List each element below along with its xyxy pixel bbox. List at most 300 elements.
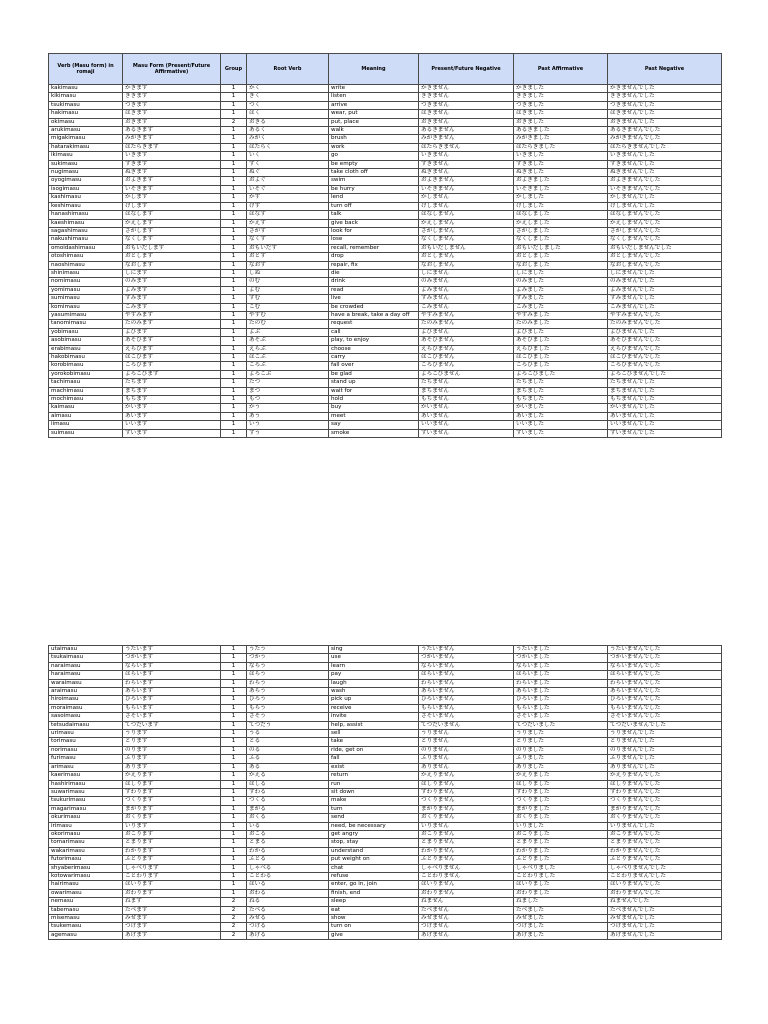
cell-group: 1 bbox=[221, 370, 247, 378]
cell-romaji: magarimasu bbox=[49, 805, 123, 813]
cell-root-verb: およぐ bbox=[247, 177, 329, 185]
cell-masu-form: すわります bbox=[123, 788, 221, 796]
cell-masu-form: はしります bbox=[123, 780, 221, 788]
table-row bbox=[49, 303, 722, 311]
cell-root-verb: のる bbox=[247, 746, 329, 754]
cell-meaning: repair, fix bbox=[329, 261, 419, 269]
cell-romaji: kaimasu bbox=[49, 404, 123, 412]
cell-past-negative: すわりませんでした bbox=[608, 788, 722, 796]
cell-romaji: omoidashimasu bbox=[49, 244, 123, 252]
cell-meaning: ride, get on bbox=[329, 746, 419, 754]
cell-past-affirmative: はきました bbox=[514, 110, 608, 118]
cell-root-verb: あるく bbox=[247, 127, 329, 135]
cell-romaji: naraimasu bbox=[49, 662, 123, 670]
table-row bbox=[49, 185, 722, 193]
cell-group: 1 bbox=[221, 295, 247, 303]
cell-romaji: oyogimasu bbox=[49, 177, 123, 185]
cell-meaning: talk bbox=[329, 211, 419, 219]
cell-present-negative: ぬぎません bbox=[419, 169, 514, 177]
cell-past-affirmative: つくりました bbox=[514, 797, 608, 805]
cell-present-negative: たのみません bbox=[419, 320, 514, 328]
cell-masu-form: さがします bbox=[123, 227, 221, 235]
cell-past-negative: はしりませんでした bbox=[608, 780, 722, 788]
cell-romaji: yobimasu bbox=[49, 328, 123, 336]
cell-past-negative: かえしませんでした bbox=[608, 219, 722, 227]
cell-meaning: die bbox=[329, 269, 419, 277]
cell-present-negative: ふとりません bbox=[419, 856, 514, 864]
cell-romaji: hashirimasu bbox=[49, 780, 123, 788]
cell-romaji: nakushimasu bbox=[49, 236, 123, 244]
cell-group: 1 bbox=[221, 93, 247, 101]
cell-romaji: kaerimasu bbox=[49, 772, 123, 780]
cell-group: 1 bbox=[221, 303, 247, 311]
table-row bbox=[49, 696, 722, 704]
cell-meaning: read bbox=[329, 286, 419, 294]
cell-romaji: tsukimasu bbox=[49, 101, 123, 109]
cell-past-affirmative: たちました bbox=[514, 379, 608, 387]
cell-meaning: learn bbox=[329, 662, 419, 670]
cell-group: 1 bbox=[221, 244, 247, 252]
cell-present-negative: かしません bbox=[419, 194, 514, 202]
cell-masu-form: ことわります bbox=[123, 872, 221, 880]
cell-past-negative: つきませんでした bbox=[608, 101, 722, 109]
cell-group: 1 bbox=[221, 780, 247, 788]
cell-past-affirmative: あいました bbox=[514, 412, 608, 420]
cell-past-affirmative: よびました bbox=[514, 328, 608, 336]
cell-present-negative: はきません bbox=[419, 110, 514, 118]
cell-past-negative: いきませんでした bbox=[608, 152, 722, 160]
cell-past-affirmative: さがしました bbox=[514, 227, 608, 235]
cell-masu-form: やすみます bbox=[123, 311, 221, 319]
cell-past-affirmative: おわりました bbox=[514, 889, 608, 897]
cell-root-verb: たのむ bbox=[247, 320, 329, 328]
cell-past-negative: ぬぎませんでした bbox=[608, 169, 722, 177]
cell-group: 1 bbox=[221, 822, 247, 830]
cell-group: 1 bbox=[221, 362, 247, 370]
cell-past-negative: なくしませんでした bbox=[608, 236, 722, 244]
cell-masu-form: はなします bbox=[123, 211, 221, 219]
cell-root-verb: ふとる bbox=[247, 856, 329, 864]
cell-root-verb: はなす bbox=[247, 211, 329, 219]
cell-meaning: hold bbox=[329, 396, 419, 404]
cell-romaji: hairimasu bbox=[49, 881, 123, 889]
table-row bbox=[49, 805, 722, 813]
cell-meaning: pay bbox=[329, 671, 419, 679]
cell-root-verb: かう bbox=[247, 404, 329, 412]
table-row bbox=[49, 688, 722, 696]
cell-meaning: call bbox=[329, 328, 419, 336]
cell-group: 1 bbox=[221, 788, 247, 796]
table-body bbox=[49, 646, 722, 940]
cell-romaji: misemasu bbox=[49, 915, 123, 923]
table-row bbox=[49, 412, 722, 420]
cell-past-negative: さがしませんでした bbox=[608, 227, 722, 235]
header-romaji: Verb (Masu form) in romaji bbox=[49, 54, 123, 85]
table-row bbox=[49, 864, 722, 872]
cell-meaning: be empty bbox=[329, 160, 419, 168]
cell-masu-form: かきます bbox=[123, 85, 221, 93]
cell-past-negative: よみませんでした bbox=[608, 286, 722, 294]
cell-root-verb: まがる bbox=[247, 805, 329, 813]
cell-group: 2 bbox=[221, 118, 247, 126]
cell-masu-form: とります bbox=[123, 738, 221, 746]
cell-meaning: get angry bbox=[329, 830, 419, 838]
table-row bbox=[49, 236, 722, 244]
cell-romaji: shinimasu bbox=[49, 269, 123, 277]
cell-group: 1 bbox=[221, 864, 247, 872]
cell-root-verb: おこる bbox=[247, 830, 329, 838]
cell-meaning: meet bbox=[329, 412, 419, 420]
cell-past-affirmative: しゃべりました bbox=[514, 864, 608, 872]
cell-past-affirmative: かいました bbox=[514, 404, 608, 412]
cell-root-verb: さそう bbox=[247, 713, 329, 721]
cell-romaji: hatarakimasu bbox=[49, 143, 123, 151]
cell-past-affirmative: わらいました bbox=[514, 679, 608, 687]
cell-past-negative: つくりませんでした bbox=[608, 797, 722, 805]
header-past-negative: Past Negative bbox=[608, 54, 722, 85]
cell-meaning: work bbox=[329, 143, 419, 151]
cell-group: 1 bbox=[221, 185, 247, 193]
cell-meaning: eat bbox=[329, 906, 419, 914]
cell-group: 1 bbox=[221, 429, 247, 437]
cell-meaning: lose bbox=[329, 236, 419, 244]
cell-past-negative: ふとりませんでした bbox=[608, 856, 722, 864]
cell-masu-form: おとします bbox=[123, 253, 221, 261]
cell-present-negative: ねません bbox=[419, 898, 514, 906]
cell-romaji: okorimasu bbox=[49, 830, 123, 838]
cell-masu-form: わかります bbox=[123, 847, 221, 855]
cell-present-negative: なくしません bbox=[419, 236, 514, 244]
cell-meaning: return bbox=[329, 772, 419, 780]
cell-past-negative: とまりませんでした bbox=[608, 839, 722, 847]
cell-group: 2 bbox=[221, 898, 247, 906]
cell-masu-form: もらいます bbox=[123, 704, 221, 712]
cell-group: 2 bbox=[221, 915, 247, 923]
cell-masu-form: おきます bbox=[123, 118, 221, 126]
cell-meaning: send bbox=[329, 814, 419, 822]
cell-romaji: haraimasu bbox=[49, 671, 123, 679]
cell-past-affirmative: かえしました bbox=[514, 219, 608, 227]
cell-masu-form: ききます bbox=[123, 93, 221, 101]
cell-present-negative: はらいません bbox=[419, 671, 514, 679]
cell-present-negative: あいません bbox=[419, 412, 514, 420]
table-row bbox=[49, 328, 722, 336]
cell-meaning: fall over bbox=[329, 362, 419, 370]
cell-group: 1 bbox=[221, 679, 247, 687]
cell-present-negative: いきません bbox=[419, 152, 514, 160]
cell-past-negative: ならいませんでした bbox=[608, 662, 722, 670]
cell-past-negative: わかりませんでした bbox=[608, 847, 722, 855]
cell-group: 1 bbox=[221, 110, 247, 118]
cell-root-verb: ある bbox=[247, 763, 329, 771]
cell-group: 1 bbox=[221, 152, 247, 160]
cell-group: 1 bbox=[221, 143, 247, 151]
cell-masu-form: すみます bbox=[123, 295, 221, 303]
cell-group: 1 bbox=[221, 269, 247, 277]
cell-past-affirmative: なくしました bbox=[514, 236, 608, 244]
cell-meaning: be hurry bbox=[329, 185, 419, 193]
verb-conjugation-table-continued bbox=[48, 645, 722, 940]
table-row bbox=[49, 404, 722, 412]
cell-romaji: waraimasu bbox=[49, 679, 123, 687]
table-row bbox=[49, 721, 722, 729]
cell-masu-form: いります bbox=[123, 822, 221, 830]
cell-past-affirmative: のみました bbox=[514, 278, 608, 286]
cell-past-negative: えらびませんでした bbox=[608, 345, 722, 353]
cell-root-verb: さがす bbox=[247, 227, 329, 235]
cell-romaji: sagashimasu bbox=[49, 227, 123, 235]
cell-present-negative: みせません bbox=[419, 915, 514, 923]
cell-masu-form: つかいます bbox=[123, 654, 221, 662]
cell-root-verb: しぬ bbox=[247, 269, 329, 277]
cell-romaji: utaimasu bbox=[49, 646, 123, 654]
cell-past-negative: いりませんでした bbox=[608, 822, 722, 830]
cell-group: 1 bbox=[221, 713, 247, 721]
cell-group: 1 bbox=[221, 881, 247, 889]
table-row bbox=[49, 93, 722, 101]
cell-romaji: hakimasu bbox=[49, 110, 123, 118]
cell-meaning: need, be necessary bbox=[329, 822, 419, 830]
cell-masu-form: およぎます bbox=[123, 177, 221, 185]
cell-masu-form: かします bbox=[123, 194, 221, 202]
cell-past-affirmative: ぬぎました bbox=[514, 169, 608, 177]
cell-past-affirmative: はらいました bbox=[514, 671, 608, 679]
cell-romaji: iimasu bbox=[49, 421, 123, 429]
cell-past-affirmative: よみました bbox=[514, 286, 608, 294]
cell-group: 1 bbox=[221, 755, 247, 763]
cell-past-affirmative: ありました bbox=[514, 763, 608, 771]
cell-group: 1 bbox=[221, 337, 247, 345]
cell-masu-form: さそいます bbox=[123, 713, 221, 721]
table-row bbox=[49, 830, 722, 838]
cell-past-affirmative: すみました bbox=[514, 295, 608, 303]
cell-group: 1 bbox=[221, 85, 247, 93]
cell-group: 1 bbox=[221, 872, 247, 880]
table-row bbox=[49, 370, 722, 378]
cell-masu-form: よろこびます bbox=[123, 370, 221, 378]
cell-present-negative: つかいません bbox=[419, 654, 514, 662]
cell-present-negative: みがきません bbox=[419, 135, 514, 143]
cell-past-negative: さそいませんでした bbox=[608, 713, 722, 721]
table-row bbox=[49, 931, 722, 939]
cell-root-verb: よぶ bbox=[247, 328, 329, 336]
cell-meaning: finish, end bbox=[329, 889, 419, 897]
table-row bbox=[49, 160, 722, 168]
cell-root-verb: いる bbox=[247, 822, 329, 830]
cell-present-negative: よびません bbox=[419, 328, 514, 336]
cell-past-negative: おわりませんでした bbox=[608, 889, 722, 897]
cell-past-affirmative: さそいました bbox=[514, 713, 608, 721]
cell-romaji: tsukurimasu bbox=[49, 797, 123, 805]
cell-root-verb: ならう bbox=[247, 662, 329, 670]
cell-past-affirmative: およぎました bbox=[514, 177, 608, 185]
cell-past-affirmative: かしました bbox=[514, 194, 608, 202]
cell-meaning: turn bbox=[329, 805, 419, 813]
cell-masu-form: いきます bbox=[123, 152, 221, 160]
cell-past-negative: はきませんでした bbox=[608, 110, 722, 118]
cell-root-verb: あそぶ bbox=[247, 337, 329, 345]
cell-present-negative: およぎません bbox=[419, 177, 514, 185]
cell-present-negative: すきません bbox=[419, 160, 514, 168]
cell-past-affirmative: すいました bbox=[514, 429, 608, 437]
cell-past-negative: あそびませんでした bbox=[608, 337, 722, 345]
table-row bbox=[49, 295, 722, 303]
cell-group: 1 bbox=[221, 219, 247, 227]
cell-meaning: play, to enjoy bbox=[329, 337, 419, 345]
cell-past-affirmative: のりました bbox=[514, 746, 608, 754]
cell-group: 1 bbox=[221, 839, 247, 847]
cell-root-verb: かす bbox=[247, 194, 329, 202]
cell-meaning: turn on bbox=[329, 923, 419, 931]
cell-present-negative: わかりません bbox=[419, 847, 514, 855]
table-row bbox=[49, 814, 722, 822]
cell-present-negative: とまりません bbox=[419, 839, 514, 847]
cell-present-negative: こみません bbox=[419, 303, 514, 311]
cell-masu-form: いそぎます bbox=[123, 185, 221, 193]
cell-root-verb: おわる bbox=[247, 889, 329, 897]
cell-romaji: sukimasu bbox=[49, 160, 123, 168]
cell-romaji: isogimasu bbox=[49, 185, 123, 193]
cell-meaning: brush bbox=[329, 135, 419, 143]
cell-root-verb: けす bbox=[247, 202, 329, 210]
cell-past-affirmative: いそぎました bbox=[514, 185, 608, 193]
cell-present-negative: とりません bbox=[419, 738, 514, 746]
header-meaning: Meaning bbox=[329, 54, 419, 85]
cell-past-affirmative: いいました bbox=[514, 421, 608, 429]
cell-meaning: sell bbox=[329, 730, 419, 738]
cell-past-negative: あらいませんでした bbox=[608, 688, 722, 696]
cell-present-negative: すみません bbox=[419, 295, 514, 303]
cell-past-negative: かしませんでした bbox=[608, 194, 722, 202]
table-row bbox=[49, 788, 722, 796]
cell-past-affirmative: ならいました bbox=[514, 662, 608, 670]
cell-root-verb: はこぶ bbox=[247, 354, 329, 362]
cell-romaji: hiroimasu bbox=[49, 696, 123, 704]
cell-root-verb: きく bbox=[247, 93, 329, 101]
cell-root-verb: すく bbox=[247, 160, 329, 168]
cell-present-negative: うりません bbox=[419, 730, 514, 738]
cell-past-negative: ひろいませんでした bbox=[608, 696, 722, 704]
table-row bbox=[49, 253, 722, 261]
cell-root-verb: いう bbox=[247, 421, 329, 429]
cell-present-negative: しゃべりません bbox=[419, 864, 514, 872]
cell-romaji: aimasu bbox=[49, 412, 123, 420]
table-row bbox=[49, 244, 722, 252]
cell-meaning: make bbox=[329, 797, 419, 805]
table-row bbox=[49, 135, 722, 143]
cell-past-affirmative: たべました bbox=[514, 906, 608, 914]
cell-root-verb: もらう bbox=[247, 704, 329, 712]
cell-present-negative: かえりません bbox=[419, 772, 514, 780]
cell-masu-form: しゃべります bbox=[123, 864, 221, 872]
table-row bbox=[49, 227, 722, 235]
cell-present-negative: おこりません bbox=[419, 830, 514, 838]
cell-group: 1 bbox=[221, 211, 247, 219]
cell-present-negative: よみません bbox=[419, 286, 514, 294]
cell-past-affirmative: うりました bbox=[514, 730, 608, 738]
cell-romaji: kikimasu bbox=[49, 93, 123, 101]
cell-past-negative: すみませんでした bbox=[608, 295, 722, 303]
cell-root-verb: ふる bbox=[247, 755, 329, 763]
cell-group: 1 bbox=[221, 278, 247, 286]
cell-romaji: urimasu bbox=[49, 730, 123, 738]
table-row bbox=[49, 847, 722, 855]
cell-past-negative: みせませんでした bbox=[608, 915, 722, 923]
cell-group: 1 bbox=[221, 662, 247, 670]
cell-root-verb: つかう bbox=[247, 654, 329, 662]
cell-masu-form: よみます bbox=[123, 286, 221, 294]
cell-root-verb: よむ bbox=[247, 286, 329, 294]
table-body bbox=[49, 85, 722, 438]
cell-meaning: turn off bbox=[329, 202, 419, 210]
cell-past-affirmative: はしりました bbox=[514, 780, 608, 788]
cell-past-affirmative: やすみました bbox=[514, 311, 608, 319]
cell-romaji: araimasu bbox=[49, 688, 123, 696]
cell-romaji: kotowarimasu bbox=[49, 872, 123, 880]
cell-root-verb: やすむ bbox=[247, 311, 329, 319]
table-row bbox=[49, 345, 722, 353]
cell-past-negative: ふりませんでした bbox=[608, 755, 722, 763]
cell-past-affirmative: なおしました bbox=[514, 261, 608, 269]
cell-group: 1 bbox=[221, 177, 247, 185]
cell-masu-form: つくります bbox=[123, 797, 221, 805]
cell-masu-form: ねます bbox=[123, 898, 221, 906]
cell-masu-form: こみます bbox=[123, 303, 221, 311]
cell-group: 1 bbox=[221, 311, 247, 319]
table-row bbox=[49, 738, 722, 746]
table-row bbox=[49, 915, 722, 923]
cell-past-negative: けしませんでした bbox=[608, 202, 722, 210]
cell-meaning: understand bbox=[329, 847, 419, 855]
cell-past-affirmative: あるきました bbox=[514, 127, 608, 135]
cell-past-affirmative: うたいました bbox=[514, 646, 608, 654]
cell-present-negative: ならいません bbox=[419, 662, 514, 670]
cell-past-negative: てつだいませんでした bbox=[608, 721, 722, 729]
cell-present-negative: ありません bbox=[419, 763, 514, 771]
cell-past-negative: うたいませんでした bbox=[608, 646, 722, 654]
cell-romaji: korobimasu bbox=[49, 362, 123, 370]
cell-present-negative: てつだいません bbox=[419, 721, 514, 729]
cell-meaning: buy bbox=[329, 404, 419, 412]
cell-past-affirmative: あらいました bbox=[514, 688, 608, 696]
table-row bbox=[49, 169, 722, 177]
table-row bbox=[49, 379, 722, 387]
cell-past-affirmative: みせました bbox=[514, 915, 608, 923]
cell-past-affirmative: かえりました bbox=[514, 772, 608, 780]
cell-romaji: tsukaimasu bbox=[49, 654, 123, 662]
cell-romaji: kakimasu bbox=[49, 85, 123, 93]
cell-masu-form: しにます bbox=[123, 269, 221, 277]
table-row bbox=[49, 839, 722, 847]
cell-present-negative: あるきません bbox=[419, 127, 514, 135]
cell-group: 1 bbox=[221, 127, 247, 135]
cell-romaji: torimasu bbox=[49, 738, 123, 746]
cell-romaji: hakobimasu bbox=[49, 354, 123, 362]
cell-masu-form: のります bbox=[123, 746, 221, 754]
verb-table-top bbox=[48, 53, 721, 438]
cell-romaji: nomimasu bbox=[49, 278, 123, 286]
cell-present-negative: あそびません bbox=[419, 337, 514, 345]
table-row bbox=[49, 713, 722, 721]
cell-romaji: suimasu bbox=[49, 429, 123, 437]
cell-group: 1 bbox=[221, 830, 247, 838]
cell-past-negative: なおしませんでした bbox=[608, 261, 722, 269]
cell-group: 2 bbox=[221, 931, 247, 939]
table-row bbox=[49, 269, 722, 277]
cell-masu-form: ころびます bbox=[123, 362, 221, 370]
cell-meaning: stand up bbox=[329, 379, 419, 387]
cell-romaji: tanomimasu bbox=[49, 320, 123, 328]
